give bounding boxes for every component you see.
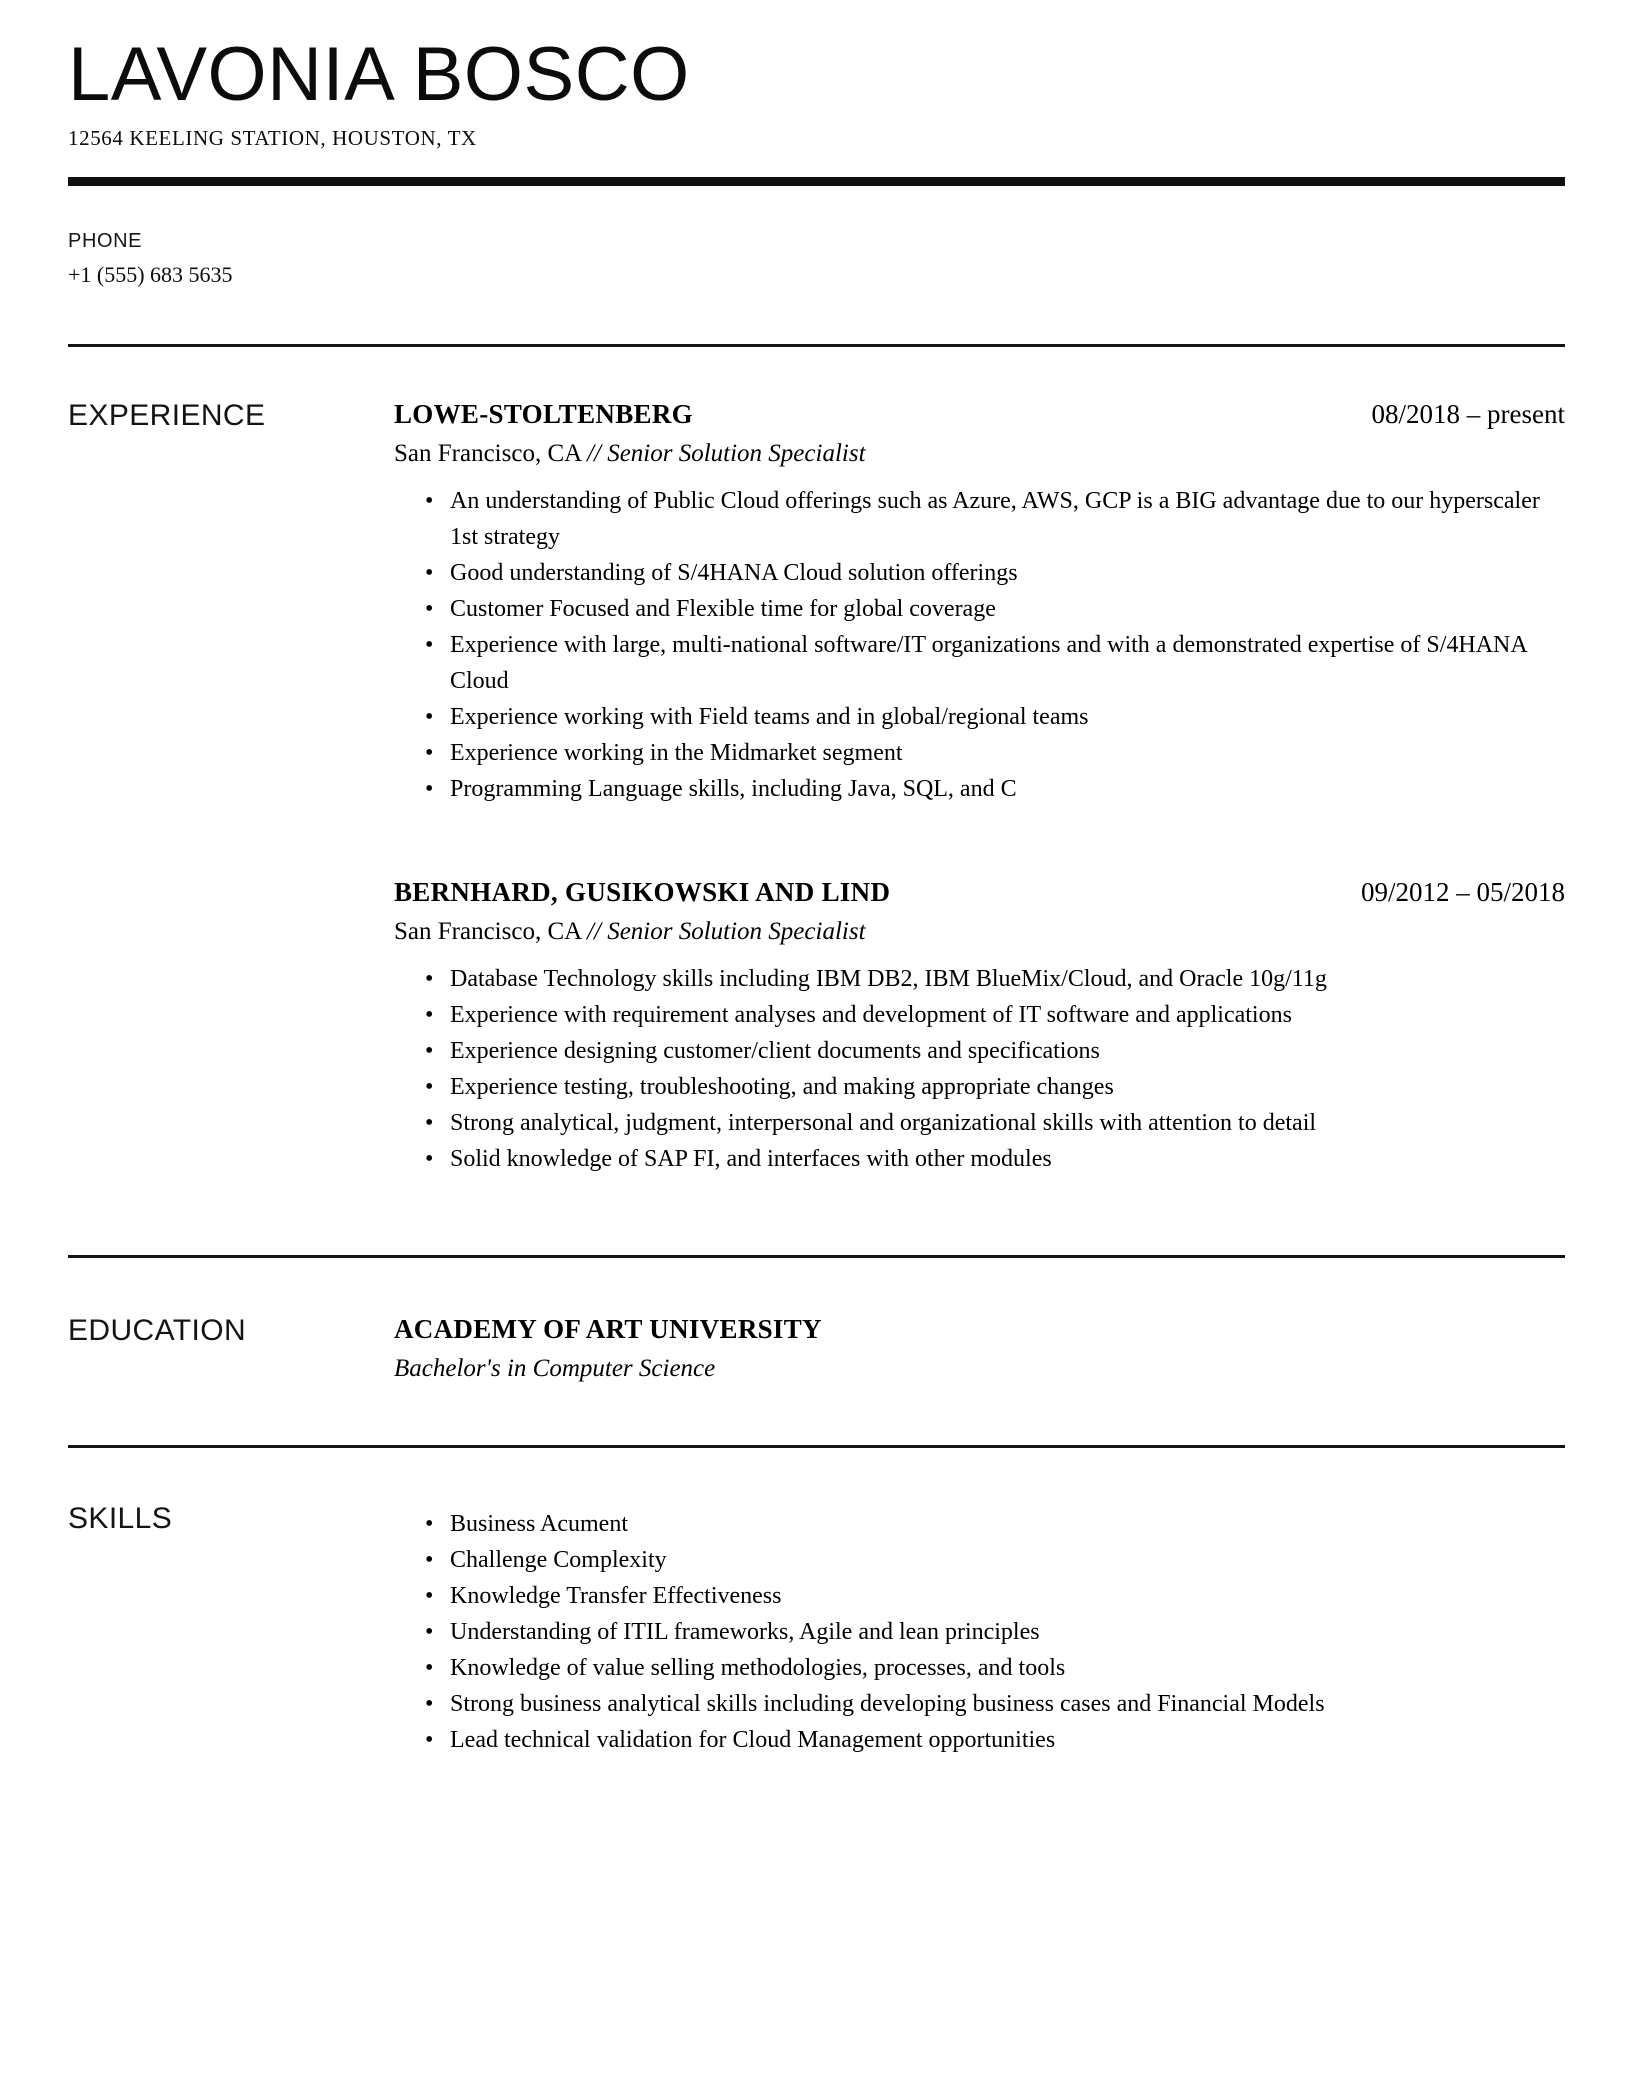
skills-section <box>68 1502 1565 1758</box>
job-bullet: • Experience with requirement analyses and development of IT software and applications <box>394 997 1565 1033</box>
job-bullet: • Customer Focused and Flexible time for global coverage <box>394 591 1565 627</box>
company-name: BERNHARD, GUSIKOWSKI AND LIND <box>394 877 891 908</box>
phone-label: PHONE <box>68 230 143 253</box>
skills-section-label: SKILLS <box>68 1502 173 1536</box>
skills-list <box>394 1506 1565 1758</box>
job-entry <box>394 877 1565 1177</box>
education-section <box>68 1314 1565 1383</box>
job-header <box>394 877 1565 908</box>
job-separator: // <box>587 440 608 468</box>
job-bullet: • Strong analytical, judgment, interpersonal and organizational skills with attention to detail <box>394 1105 1565 1141</box>
job-role: Senior Solution Specialist <box>607 918 866 946</box>
job-dates: 08/2018 – present <box>1371 399 1565 430</box>
phone-value: +1 (555) 683 5635 <box>68 262 233 288</box>
skills-section-body <box>394 1502 1565 1758</box>
job-bullet: • Experience working in the Midmarket segment <box>394 735 1565 771</box>
job-bullet: • Programming Language skills, including Java, SQL, and C <box>394 771 1565 807</box>
skill-item: • Lead technical validation for Cloud Management opportunities <box>394 1722 1565 1758</box>
job-bullet-list <box>394 483 1565 807</box>
job-bullet: • Experience with large, multi-national software/IT organizations and with a demonstrated expertise of S/4HANA Cloud <box>394 627 1565 699</box>
job-bullet: • An understanding of Public Cloud offerings such as Azure, AWS, GCP is a BIG advantage due to our hyperscaler 1st strategy <box>394 483 1565 555</box>
job-location: San Francisco, CA <box>394 440 588 468</box>
section-divider <box>68 344 1565 347</box>
skill-item: • Knowledge Transfer Effectiveness <box>394 1578 1565 1614</box>
skill-item: • Knowledge of value selling methodologies, processes, and tools <box>394 1650 1565 1686</box>
contact-block <box>68 230 1565 288</box>
skill-item: • Strong business analytical skills including developing business cases and Financial Models <box>394 1686 1565 1722</box>
job-role: Senior Solution Specialist <box>607 440 866 468</box>
experience-section-body <box>394 399 1565 1177</box>
job-bullet: • Database Technology skills including IBM DB2, IBM BlueMix/Cloud, and Oracle 10g/11g <box>394 961 1565 997</box>
experience-section-label: EXPERIENCE <box>68 399 266 433</box>
job-dates: 09/2012 – 05/2018 <box>1360 877 1565 908</box>
skill-item: • Challenge Complexity <box>394 1542 1565 1578</box>
job-bullet: • Experience testing, troubleshooting, and making appropriate changes <box>394 1069 1565 1105</box>
job-bullet: • Experience designing customer/client documents and specifications <box>394 1033 1565 1069</box>
job-header <box>394 399 1565 430</box>
experience-section <box>68 399 1565 1177</box>
education-section-label: EDUCATION <box>68 1314 247 1348</box>
candidate-name: LAVONIA BOSCO <box>68 32 690 117</box>
section-divider <box>68 1255 1565 1258</box>
school-name: ACADEMY OF ART UNIVERSITY <box>394 1314 822 1345</box>
job-bullet: • Good understanding of S/4HANA Cloud solution offerings <box>394 555 1565 591</box>
job-entry <box>394 399 1565 807</box>
job-subtitle <box>394 440 1565 468</box>
job-location: San Francisco, CA <box>394 918 588 946</box>
job-bullet-list <box>394 961 1565 1177</box>
education-section-body <box>394 1314 1565 1383</box>
degree-name: Bachelor's in Computer Science <box>394 1355 716 1383</box>
skill-item: • Understanding of ITIL frameworks, Agile and lean principles <box>394 1614 1565 1650</box>
header-divider <box>68 177 1565 186</box>
job-separator: // <box>587 918 608 946</box>
job-bullet: • Experience working with Field teams and in global/regional teams <box>394 699 1565 735</box>
job-subtitle <box>394 918 1565 946</box>
skill-item: • Business Acument <box>394 1506 1565 1542</box>
section-divider <box>68 1445 1565 1448</box>
company-name: LOWE-STOLTENBERG <box>394 399 693 430</box>
candidate-address: 12564 KEELING STATION, HOUSTON, TX <box>68 126 477 151</box>
job-bullet: • Solid knowledge of SAP FI, and interfaces with other modules <box>394 1141 1565 1177</box>
